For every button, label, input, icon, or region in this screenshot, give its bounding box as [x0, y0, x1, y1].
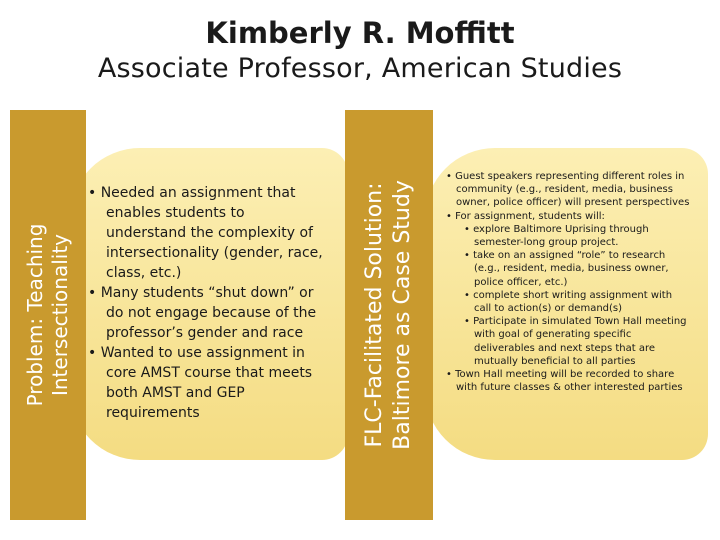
problem-heading [23, 110, 73, 520]
list-item: • Town Hall meeting will be recorded to share with future classes & other interested parties [446, 369, 683, 394]
list-item: • Many students “shut down” or do not engage because of the professor’s gender and race [88, 285, 317, 341]
list-item: • Guest speakers representing different roles in community (e.g., resident, media, business owner, police officer) will present perspectives [446, 171, 690, 209]
list-subitem: • complete short writing assignment with call to action(s) or demand(s) [464, 289, 673, 315]
list-item: • Needed an assignment that enables students to understand the complexity of intersectionality (gender, race, class, etc.) [88, 185, 323, 281]
slide-title [0, 14, 720, 86]
solution-heading-band [345, 110, 433, 520]
list-item: • Wanted to use assignment in core AMST course that meets both AMST and GEP requirements [88, 345, 313, 421]
solution-heading [361, 110, 417, 520]
list-subitem: • explore Baltimore Uprising through semester-long group project. [464, 223, 649, 249]
problem-heading-line-2: Intersectionality [48, 233, 72, 397]
presenter-role: Associate Professor, American Studies [97, 53, 623, 84]
solution-heading-line-2: Baltimore as Case Study [390, 180, 415, 450]
problem-list [88, 183, 326, 423]
list-subitem: • take on an assigned “role” to research (e.g., resident, media, business owner, police officer, etc.) [464, 250, 669, 288]
list-subitem: • Participate in simulated Town Hall meeting with goal of generating specific deliverables and next steps that are mutually beneficial to all parties [464, 316, 687, 367]
presenter-name: Kimberly R. Moffitt [205, 16, 515, 50]
list-item: • For assignment, students will: [446, 210, 605, 222]
problem-heading-band [10, 110, 86, 520]
problem-heading-line-1: Problem: Teaching [23, 223, 47, 407]
solution-list [446, 170, 691, 394]
solution-heading-line-1: FLC-Facilitated Solution: [362, 182, 387, 448]
